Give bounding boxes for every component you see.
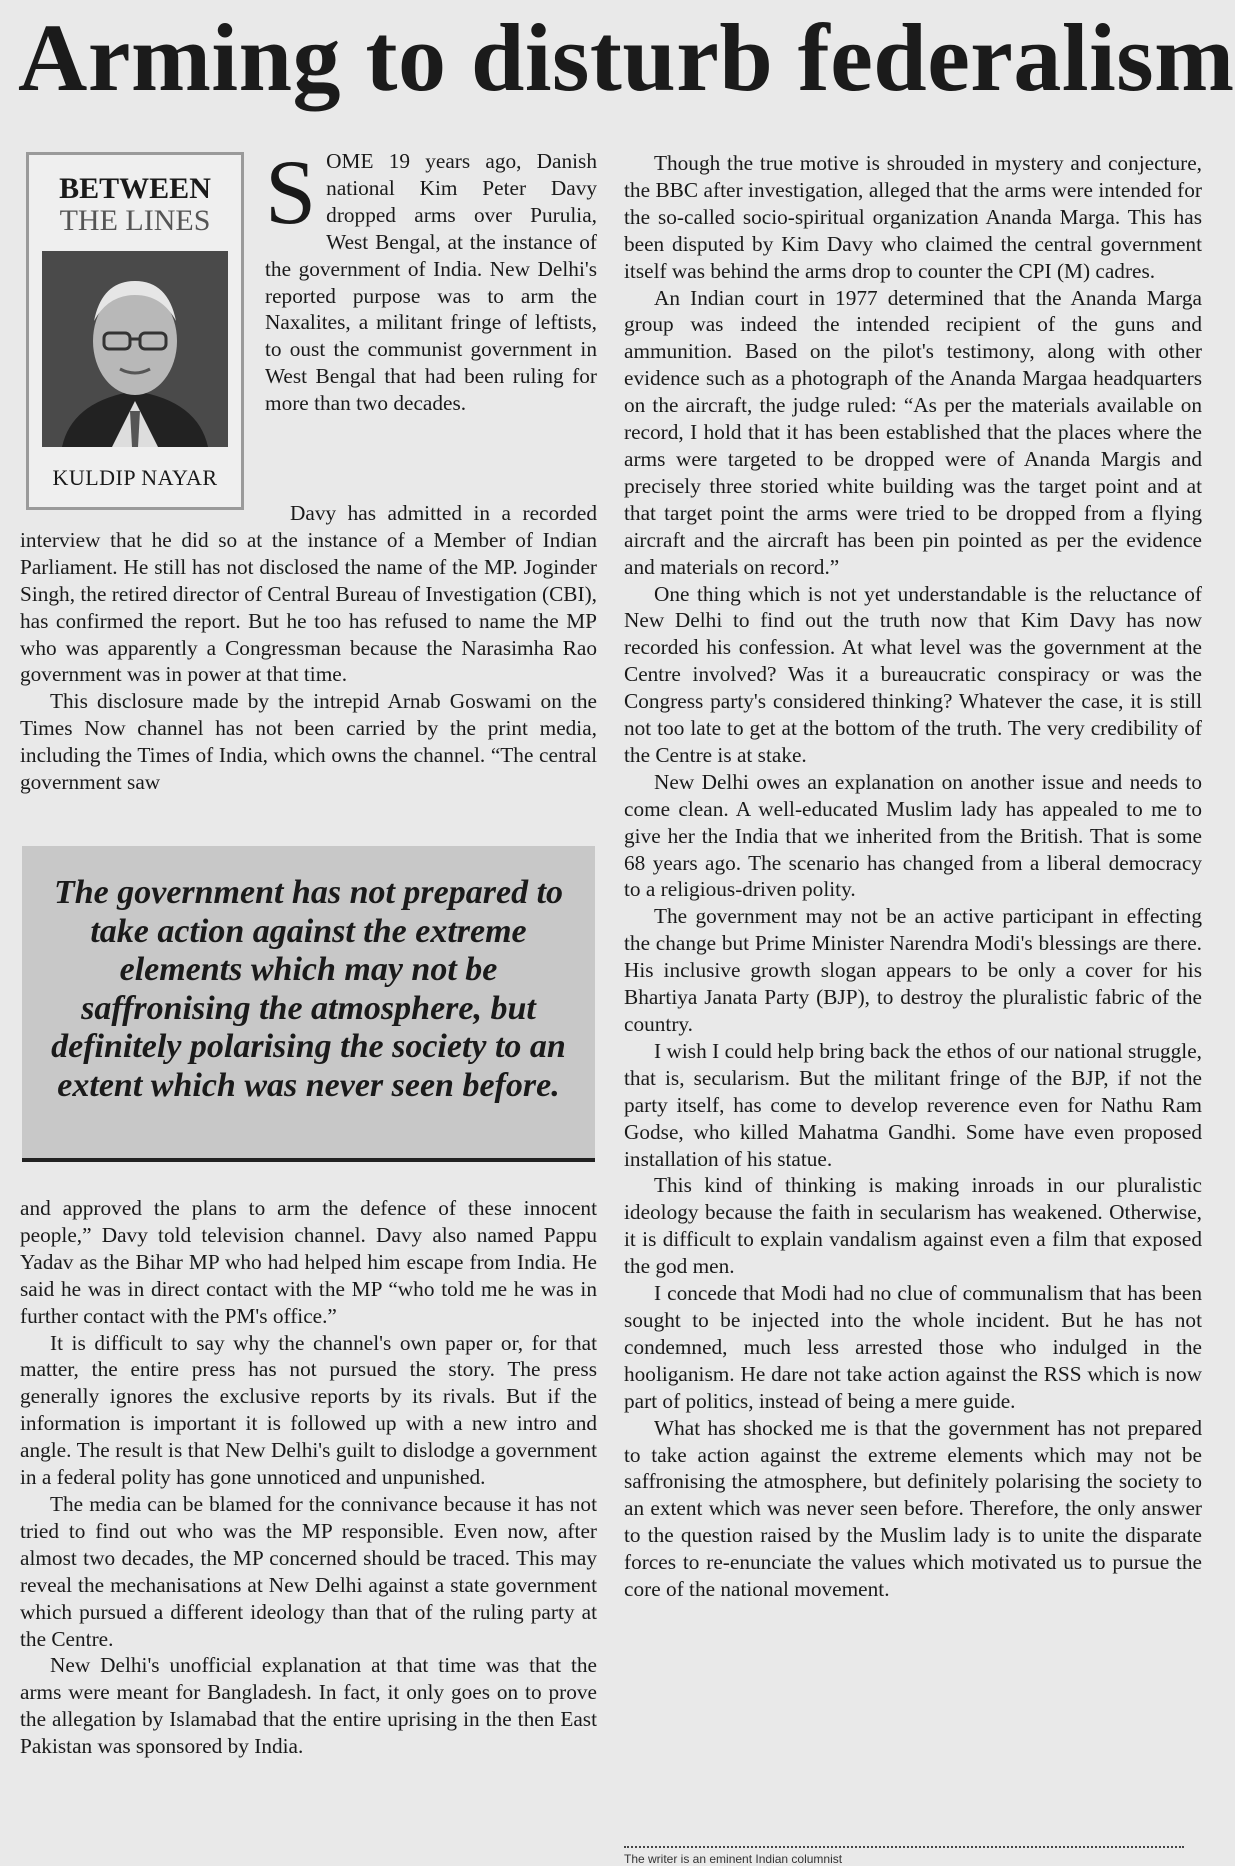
column-2 <box>624 150 1202 1603</box>
paragraph: Davy has admitted in a recorded interview that he did so at the instance of a Member of Indian Parliament. He still has not disclosed the name of the MP. Joginder Singh, the retired director of Central Bureau of Investigation (CBI), has confirmed the report. But he too has refused to name the MP who was apparently a Congressman because the Narasimha Rao government was in power at that time. <box>20 501 597 687</box>
headline: Arming to disturb federalism <box>18 4 1235 111</box>
lead-paragraph <box>265 141 597 417</box>
paragraph: One thing which is not yet understandable is the reluctance of New Delhi to find out the truth now that Kim Davy has now recorded his confession. At what level was the government at the Centre involved? Was it a bureaucratic conspiracy or was the Congress party's considered thinking? Whatever the case, it is still not too late to get at the bottom of the truth. The very credibility of the Centre is at stake. <box>624 581 1202 767</box>
author-portrait-icon <box>42 251 228 447</box>
column-label-line-1: BETWEEN <box>59 172 211 205</box>
drop-cap: S <box>265 141 317 243</box>
column-1-top <box>20 500 597 796</box>
column-1-bottom <box>20 1195 597 1760</box>
column-byline-box <box>26 152 244 510</box>
paragraph: This kind of thinking is making inroads in our pluralistic ideology because the faith in secularism has weakened. Otherwise, it is difficult to explain vandalism against even a film that exposed the god men. <box>624 1173 1202 1279</box>
paragraph: I wish I could help bring back the ethos of our national struggle, that is, secularism. But the militant fringe of the BJP, if not the party itself, has come to develop reverence even for Nathu Ram Godse, who killed Mahatma Gandhi. Some have even proposed installation of his statue. <box>624 1038 1202 1171</box>
writer-footnote: The writer is an eminent Indian columnist <box>624 1846 1184 1866</box>
paragraph: An Indian court in 1977 determined that the Ananda Marga group was indeed the intended recipient of the guns and ammunition. Based on the pilot's testimony, along with other evidence such as a photograph of the Ananda Margaa headquarters on the aircraft, the judge ruled: “As per the materials available on record, I hold that it has been established that the places where the arms were targeted to be dropped were of Ananda Margis and precisely three storied white building was the target point and at that target point the arms were tried to be dropped from a flying aircraft and the aircraft has been pin pointed as per the evidence and materials on record.” <box>624 285 1202 579</box>
paragraph: The media can be blamed for the connivance because it has not tried to find out who was the MP responsible. Even now, after almost two decades, the MP concerned should be traced. This may reveal the mechanisations at New Delhi against a state government which pursued a different ideology than that of the ruling party at the Centre. <box>20 1491 597 1651</box>
pull-quote: The government has not prepared to take action against the extreme elements which may not be saffronising the atmosphere, but definitely polarising the society to an extent which was never seen before. <box>22 846 595 1162</box>
paragraph: I concede that Modi had no clue of communalism that has been sought to be injected into the whole incident. But he has not condemned, much less arrested those who indulged in the hooliganism. He dare not take action against the RSS which is now part of politics, instead of being a mere guide. <box>624 1281 1202 1413</box>
paragraph: New Delhi's unofficial explanation at that time was that the arms were meant for Bangladesh. In fact, it only goes on to prove the allegation by Islamabad that the entire uprising in the then East Pakistan was sponsored by India. <box>20 1653 597 1759</box>
author-name: KULDIP NAYAR <box>52 465 218 490</box>
paragraph: The government may not be an active participant in effecting the change but Prime Minister Narendra Modi's blessings are there. His inclusive growth slogan appears to be only a cover for his Bhartiya Janata Party (BJP), to destroy the pluralistic fabric of the country. <box>624 904 1202 1036</box>
paragraph: Though the true motive is shrouded in mystery and conjecture, the BBC after investigation, alleged that the arms were intended for the so-called socio-spiritual organization Ananda Marga. This has been disputed by Kim Davy who claimed the central government itself was behind the arms drop to counter the CPI (M) cadres. <box>624 151 1202 283</box>
paragraph: and approved the plans to arm the defence of these innocent people,” Davy told television channel. Davy also named Pappu Yadav as the Bihar MP who had helped him escape from India. He said he was in direct contact with the MP “who told me he was in further contact with the PM's office.” <box>20 1196 597 1328</box>
author-photo <box>42 251 228 447</box>
paragraph: It is difficult to say why the channel's own paper or, for that matter, the entire press has not pursued the story. The press generally ignores the exclusive reports by its rivals. But if the information is important it is followed up with a new intro and angle. The result is that New Delhi's guilt to dislodge a government in a federal polity has gone unnoticed and unpunished. <box>20 1330 597 1490</box>
paragraph: This disclosure made by the intrepid Arnab Goswami on the Times Now channel has not been carried by the print media, including the Times of India, which owns the channel. “The central government saw <box>20 689 597 795</box>
column-label-line-2: THE LINES <box>59 204 211 237</box>
lead-text: OME 19 years ago, Danish national Kim Peter Davy dropped arms over Purulia, West Bengal, at the instance of the government of India. New Delhi's reported purpose was to arm the Naxalites, a militant fringe of leftists, to oust the communist government in West Bengal that had been ruling for more than two decades. <box>265 149 597 416</box>
paragraph: New Delhi owes an explanation on another issue and needs to come clean. A well-educated Muslim lady has appealed to me to give her the India that we inherited from the British. That is some 68 years ago. The scenario has changed from a liberal democracy to a religious-driven polity. <box>624 769 1202 902</box>
paragraph: What has shocked me is that the government has not prepared to take action against the extreme elements which may not be saffronising the atmosphere, but definitely polarising the society to an extent which was never seen before. Therefore, the only answer to the question raised by the Muslim lady is to unite the disparate forces to re-enunciate the values which motivated us to pursue the core of the national movement. <box>624 1415 1202 1602</box>
